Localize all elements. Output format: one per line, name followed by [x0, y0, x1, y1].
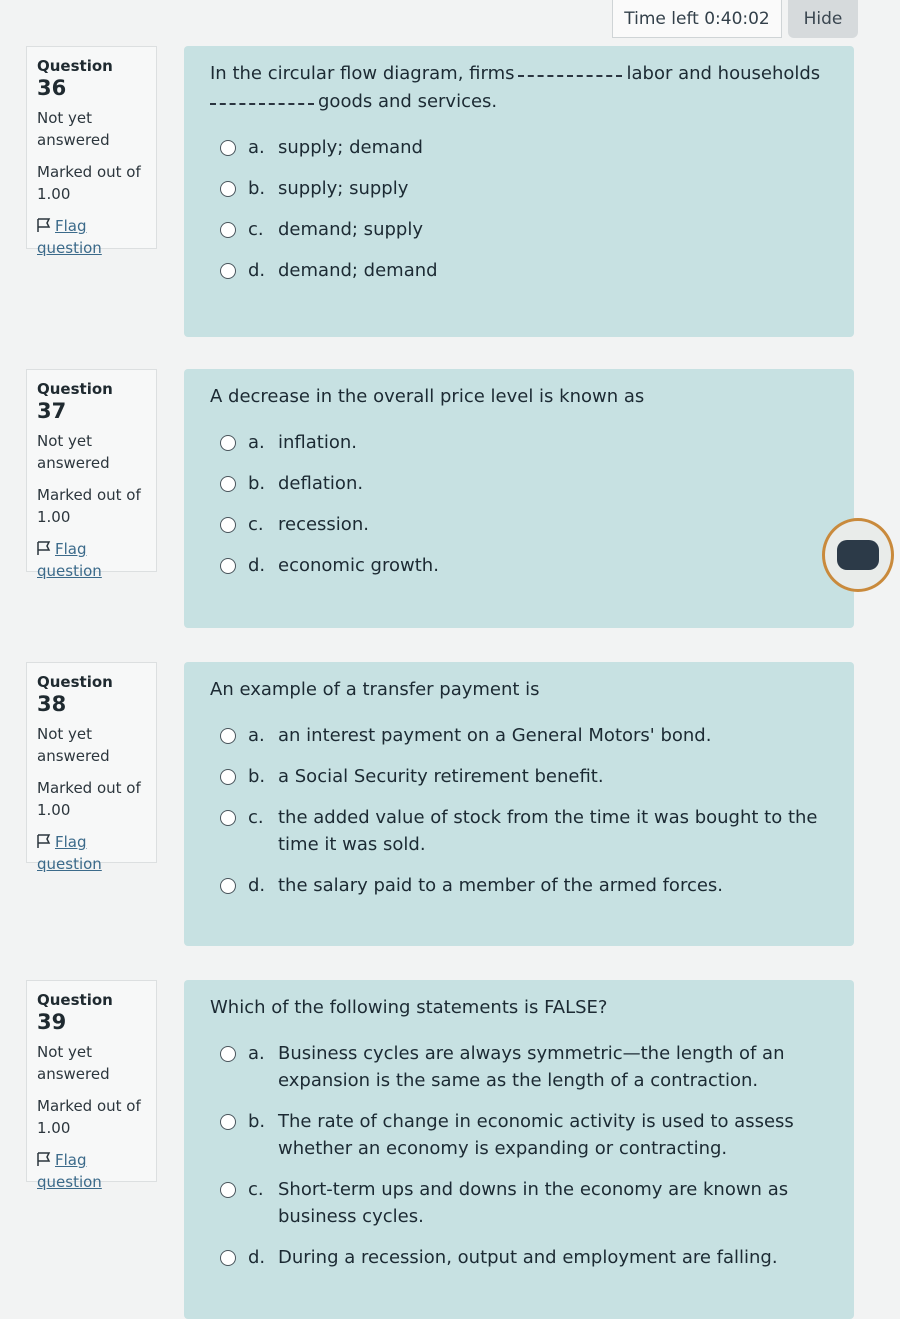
- option-c[interactable]: c. Short-term ups and downs in the economy are known as business cycles.: [220, 1176, 830, 1230]
- option-c[interactable]: c. the added value of stock from the time it was bought to the time it was sold.: [220, 804, 830, 858]
- radio-button[interactable]: [220, 476, 236, 492]
- timer-value: 0:40:02: [704, 8, 770, 29]
- flag-question-link[interactable]: Flag question: [37, 217, 102, 257]
- answer-options: [210, 1040, 830, 1271]
- answer-options: [210, 722, 830, 899]
- option-b[interactable]: b. The rate of change in economic activity is used to assess whether an economy is expanding or contracting.: [220, 1108, 830, 1162]
- question-number: Question 37: [37, 380, 113, 423]
- option-d[interactable]: d. During a recession, output and employment are falling.: [220, 1244, 830, 1271]
- question-content: [184, 980, 854, 1319]
- radio-button[interactable]: [220, 435, 236, 451]
- question-state: Not yet answered: [37, 109, 110, 149]
- option-a[interactable]: a. supply; demand: [220, 134, 830, 161]
- radio-button[interactable]: [220, 1114, 236, 1130]
- radio-button[interactable]: [220, 181, 236, 197]
- chatbot-icon[interactable]: [822, 518, 894, 592]
- radio-button[interactable]: [220, 1250, 236, 1266]
- flag-question-link[interactable]: Flag question: [37, 540, 102, 580]
- radio-button[interactable]: [220, 769, 236, 785]
- answer-options: [210, 429, 830, 579]
- question-content: [184, 662, 854, 946]
- option-d[interactable]: d. economic growth.: [220, 552, 830, 579]
- option-a[interactable]: a. inflation.: [220, 429, 830, 456]
- radio-button[interactable]: [220, 878, 236, 894]
- chatbot-face: [837, 540, 879, 570]
- question-number: Question 39: [37, 991, 113, 1034]
- question-text: An example of a transfer payment is: [210, 679, 540, 700]
- option-b[interactable]: b. supply; supply: [220, 175, 830, 202]
- flag-question-link[interactable]: Flag question: [37, 833, 102, 873]
- option-b[interactable]: b. a Social Security retirement benefit.: [220, 763, 830, 790]
- question-mark: Marked out of 1.00: [37, 1097, 141, 1137]
- radio-button[interactable]: [220, 140, 236, 156]
- question-info: [26, 662, 157, 873]
- question-number: Question 38: [37, 673, 113, 716]
- flag-icon: [37, 1152, 51, 1167]
- question-mark: Marked out of 1.00: [37, 779, 141, 819]
- option-d[interactable]: d. the salary paid to a member of the armed forces.: [220, 872, 830, 899]
- question-mark: Marked out of 1.00: [37, 163, 141, 203]
- question-info: [26, 980, 157, 1191]
- question-state: Not yet answered: [37, 1043, 110, 1083]
- option-a[interactable]: a. an interest payment on a General Motors' bond.: [220, 722, 830, 749]
- radio-button[interactable]: [220, 222, 236, 238]
- radio-button[interactable]: [220, 1046, 236, 1062]
- option-b[interactable]: b. deflation.: [220, 470, 830, 497]
- flag-question-link[interactable]: Flag question: [37, 1151, 102, 1191]
- radio-button[interactable]: [220, 517, 236, 533]
- option-d[interactable]: d. demand; demand: [220, 257, 830, 284]
- radio-button[interactable]: [220, 558, 236, 574]
- question-info: [26, 369, 157, 580]
- question-content: [184, 46, 854, 337]
- question-content: [184, 369, 854, 628]
- timer-label: Time left: [624, 8, 699, 29]
- question-state: Not yet answered: [37, 725, 110, 765]
- option-c[interactable]: c. recession.: [220, 511, 830, 538]
- answer-blank: [518, 63, 622, 77]
- timer: [612, 0, 782, 38]
- option-c[interactable]: c. demand; supply: [220, 216, 830, 243]
- question-number: Question 36: [37, 57, 113, 100]
- question-info: [26, 46, 157, 257]
- radio-button[interactable]: [220, 728, 236, 744]
- radio-button[interactable]: [220, 263, 236, 279]
- flag-icon: [37, 218, 51, 233]
- answer-blank: [210, 91, 314, 105]
- question-text: A decrease in the overall price level is known as: [210, 386, 645, 407]
- radio-button[interactable]: [220, 810, 236, 826]
- flag-icon: [37, 834, 51, 849]
- question-mark: Marked out of 1.00: [37, 486, 141, 526]
- radio-button[interactable]: [220, 1182, 236, 1198]
- answer-options: [210, 134, 830, 284]
- question-text: In the circular flow diagram, firms labor and households goods and services.: [210, 63, 821, 112]
- question-text: Which of the following statements is FALSE?: [210, 997, 608, 1018]
- option-a[interactable]: a. Business cycles are always symmetric—the length of an expansion is the same as the length of a contraction.: [220, 1040, 830, 1094]
- hide-timer-button[interactable]: Hide: [788, 0, 858, 38]
- question-state: Not yet answered: [37, 432, 110, 472]
- flag-icon: [37, 541, 51, 556]
